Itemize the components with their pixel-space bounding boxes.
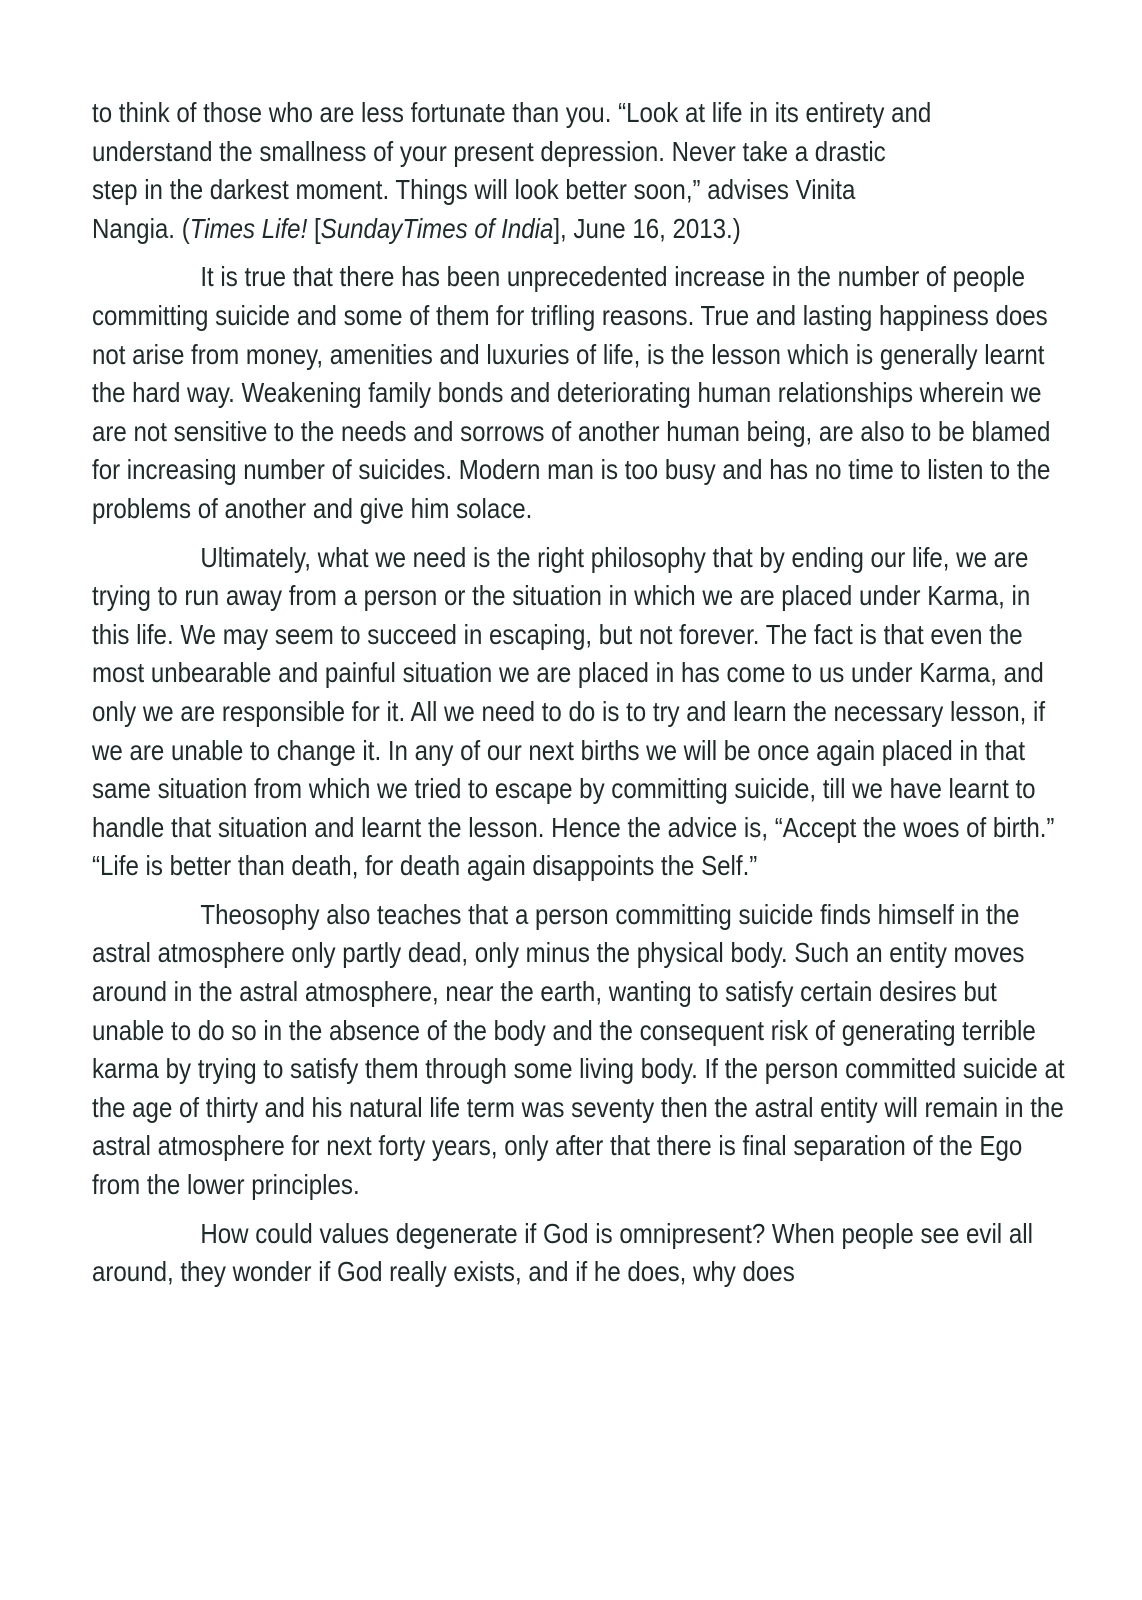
paragraph-1-line-1: to think of those who are less fortunate than you. “Look at life in its entirety and — [92, 97, 932, 128]
paragraph-5: How could values degenerate if God is omnipresent? When people see evil all around, they wonder if God really exists, and if he does, why does — [92, 1217, 1033, 1288]
paragraph-1-line-2: understand the smallness of your present depression. Never take a drastic — [92, 135, 886, 167]
citation-date: ], June 16, 2013.) — [553, 212, 741, 244]
paragraph-2: It is true that there has been unprecedented increase in the number of people committing suicide and some of them for trifling reasons. True and lasting happiness does not arise from money, amenities and luxuries of life, is the lesson which is generally learnt the hard way. Weakening family bonds and deteriorating human relationships wherein we are not sensitive to the needs and sorrows of another human being, are also to be blamed for increasing number of suicides. Modern man is too busy and has no time to listen to the problems of another and give him solace. — [92, 261, 1051, 524]
paragraph-4: Theosophy also teaches that a person committing suicide finds himself in the astral atmosphere only partly dead, only minus the physical body. Such an entity moves around in the astral atmosphere, near the earth, wanting to satisfy certain desires but unable to do so in the absence of the body and the consequent risk of generating terrible karma by trying to satisfy them through some living body. If the person committed suicide at the age of thirty and his natural life term was seventy then the astral entity will remain in the astral atmosphere for next forty years, only after that there is final separation of the Ego from the lower principles. — [92, 898, 1065, 1201]
citation-title: Times Life! — [189, 212, 308, 244]
paragraph-1-line-3: step in the darkest moment. Things will look better soon,” advises Vinita — [92, 174, 856, 206]
paragraph-3: Ultimately, what we need is the right philosophy that by ending our life, we are trying to run away from a person or the situation in which we are placed under Karma, in this life. We may seem to succeed in escaping, but not forever. The fact is that even the most unbearable and painful situation we are placed in has come to us under Karma, and only we are responsible for it. All we need to do is to try and learn the necessary lesson, if we are unable to change it. In any of our next births we will be once again placed in that same situation from which we tried to escape by committing suicide, till we have learnt to handle that situation and learnt the lesson. Hence the advice is, “Accept the woes of birth.” “Life is better than death, for death again disappoints the Self.” — [92, 541, 1055, 882]
paragraph-1 — [92, 94, 1072, 248]
document-page — [92, 94, 1072, 1302]
paragraph-1-line-4: Nangia. ( — [92, 212, 190, 244]
citation-source: SundayTimes of India — [320, 212, 554, 244]
citation-bracket: [ — [307, 212, 321, 244]
